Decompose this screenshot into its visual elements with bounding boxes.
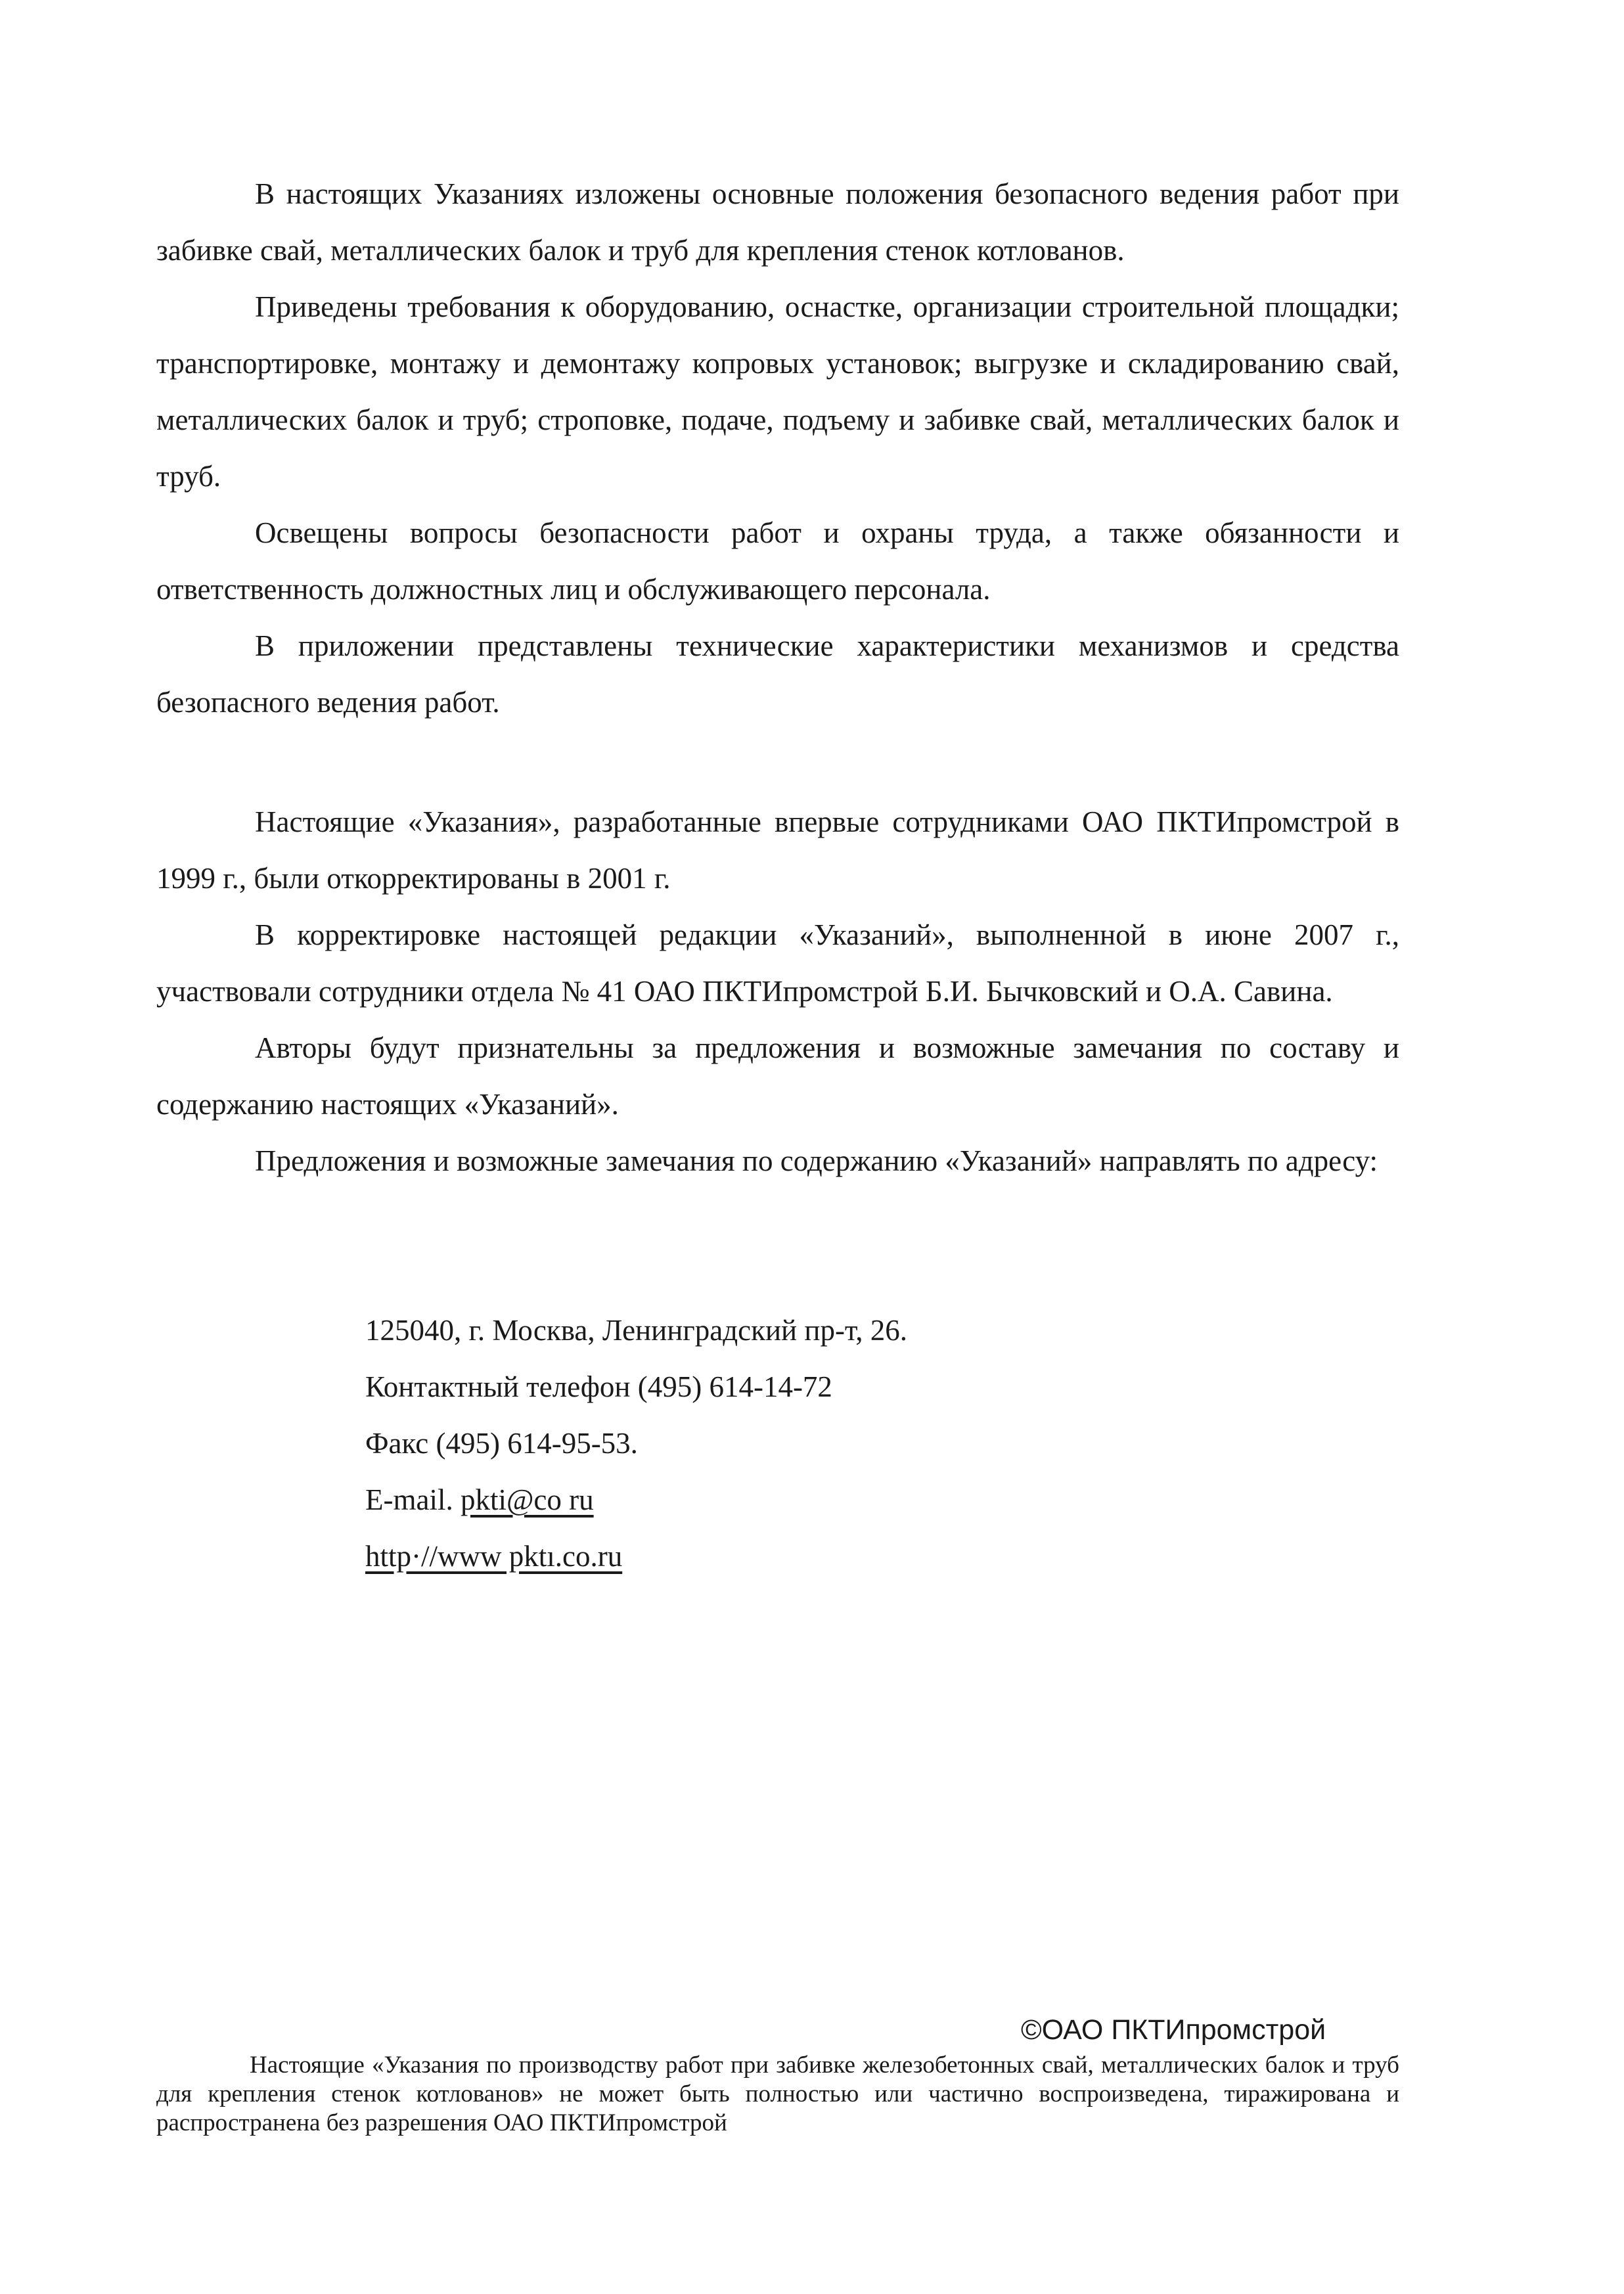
- intro-text-block: [156, 166, 1399, 731]
- paragraph-revision: В корректировке настоящей редакции «Указаний», выполненной в июне 2007 г., участвовали сотрудники отдела № 41 ОАО ПКТИпромстрой Б.И. Бычковский и О.А. Савина.: [156, 918, 1399, 1008]
- contact-address: 125040, г. Москва, Ленинградский пр-т, 26.: [365, 1314, 907, 1347]
- paragraph-safety: Освещены вопросы безопасности работ и охраны труда, а также обязанности и ответственность должностных лиц и обслуживающего персонала.: [156, 516, 1399, 606]
- footer-legal-notice: Настоящие «Указания по производству работ при забивке железобетонных свай, металлических балок и труб для крепления стенок котлованов» не может быть полностью или частично воспроизведена, тиражирована и распространена без разрешения ОАО ПКТИпромстрой: [156, 2052, 1399, 2136]
- email-label: E-mail.: [365, 1483, 461, 1516]
- contact-email-line: [365, 1472, 907, 1528]
- paragraph-appendix: В приложении представлены технические характеристики механизмов и средства безопасного ведения работ.: [156, 629, 1399, 719]
- email-link[interactable]: pkti@co ru: [460, 1483, 594, 1516]
- paragraph-history: Настоящие «Указания», разработанные впервые сотрудниками ОАО ПКТИпромстрой в 1999 г., были откорректированы в 2001 г.: [156, 805, 1399, 895]
- contact-block: [365, 1302, 907, 1585]
- copyright-notice: ©ОАО ПКТИпромстрой: [1021, 2014, 1326, 2046]
- paragraph-gratitude: Авторы будут признательны за предложения и возможные замечания по составу и содержанию настоящих «Указаний».: [156, 1031, 1399, 1121]
- contact-phone: Контактный телефон (495) 614-14-72: [365, 1370, 832, 1403]
- paragraph-requirements: Приведены требования к оборудованию, оснастке, организации строительной площадки; транспортировке, монтажу и демонтажу копровых установок; выгрузке и складированию свай, металлических балок и труб; строповке, подаче, подъему и забивке свай, металлических балок и труб.: [156, 290, 1399, 493]
- contact-website-line: [365, 1528, 907, 1585]
- paragraph-feedback: Предложения и возможные замечания по содержанию «Указаний» направлять по адресу:: [255, 1144, 1378, 1177]
- contact-fax: Факс (495) 614-95-53.: [365, 1427, 638, 1460]
- website-link[interactable]: http·//www pktı.co.ru: [365, 1540, 623, 1573]
- authors-text-block: [156, 794, 1399, 1189]
- paragraph-intro: В настоящих Указаниях изложены основные положения безопасного ведения работ при забивке свай, металлических балок и труб для крепления стенок котлованов.: [156, 177, 1399, 267]
